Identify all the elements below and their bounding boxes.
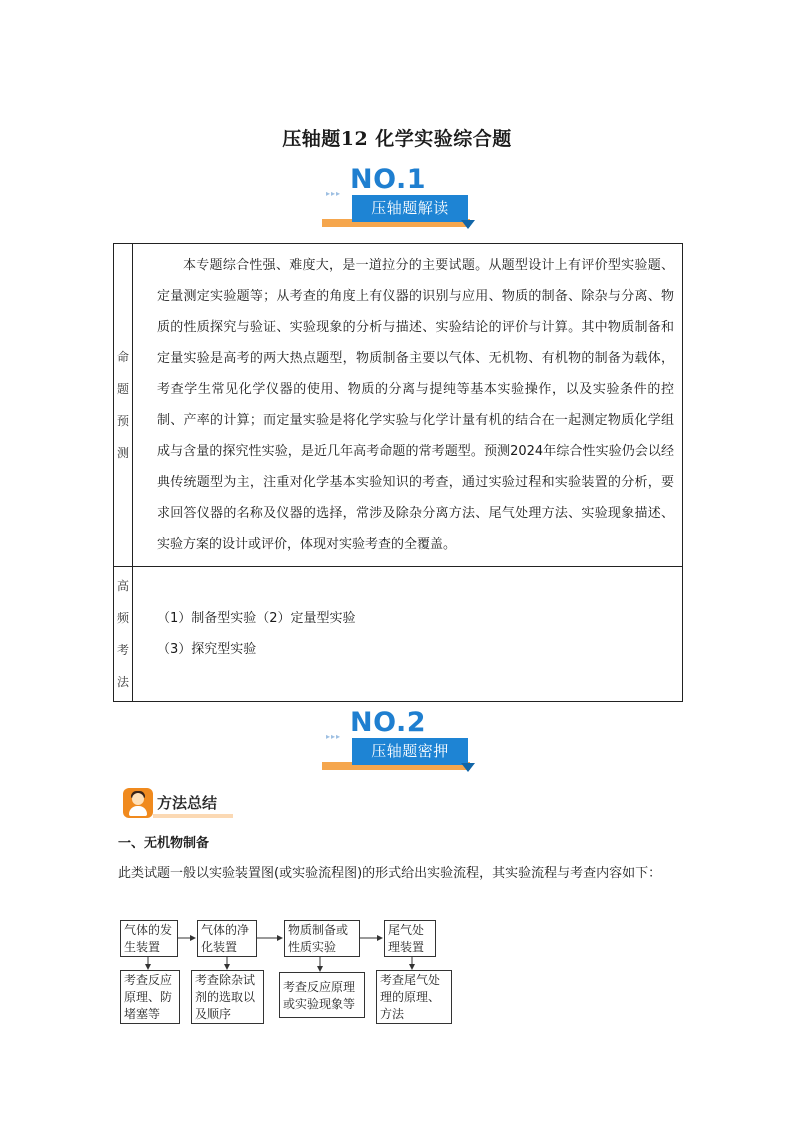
flow-detail-box: 考查反应原理 或实验现象等: [279, 972, 365, 1018]
sub-heading: 一、无机物制备: [118, 836, 210, 851]
section-number: NO.1: [350, 164, 426, 195]
method-underline: [153, 814, 233, 818]
flow-step-box: 气体的净 化装置: [197, 920, 257, 957]
header-char: 题: [116, 382, 129, 396]
section-number: NO.2: [350, 707, 426, 738]
prediction-text: 本专题综合性强、难度大，是一道拉分的主要试题。从题型设计上有评价型实验题、定量测定实验题等；从考查的角度上有仪器的识别与应用、物质的制备、除杂与分离、物质的性质探究与验证、实验现象的分析与描述、实验结论的评价与计算。其中物质制备和定量实验是高考的两大热点题型，物质制备主要以气体、无机物、有机物的制备为载体，考查学生常见化学仪器的使用、物质的分离与提纯等基本实验操作，以及实验条件的控制、产率的计算；而定量实验是将化学实验与化学计量有机的结合在一起测定物质化学组成与含量的探究性实验，是近几年高考命题的常考题型。预测2024年综合性实验仍会以经典传统题型为主，注重对化学基本实验知识的考查，通过实验过程和实验装置的分析，要求回答仪器的名称及仪器的选择，常涉及除杂分离方法、尾气处理方法、实验现象描述、实验方案的设计或评价，体现对实验考查的全覆盖。: [133, 244, 683, 567]
header-char: 命: [116, 350, 129, 364]
table-row: [114, 567, 683, 702]
experiment-flowchart: [118, 918, 458, 1026]
section-label: 压轴题解读: [352, 195, 468, 222]
frequency-line: （1）制备型实验（2）定量型实验: [157, 611, 356, 626]
header-char: 法: [116, 675, 129, 689]
flow-detail-box: 考查反应 原理、防 堵塞等: [120, 970, 180, 1024]
header-char: 测: [116, 446, 129, 460]
analysis-table: [113, 243, 683, 702]
section-banner-2: [320, 708, 474, 774]
flow-step-box: 气体的发 生装置: [120, 920, 178, 957]
banner-fold-icon: [461, 763, 475, 772]
flow-step-box: 物质制备或 性质实验: [284, 920, 360, 957]
flow-detail-box: 考查尾气处 理的原理、 方法: [376, 970, 452, 1024]
flow-step-box: 尾气处 理装置: [384, 920, 436, 957]
arrow-dots-icon: ▸▸▸: [326, 189, 342, 198]
header-char: 考: [116, 643, 129, 657]
prediction-header: [114, 244, 133, 567]
header-char: 预: [116, 414, 129, 428]
header-char: 高: [116, 579, 129, 593]
table-row: [114, 244, 683, 567]
banner-fold-icon: [461, 220, 475, 229]
section-banner-1: [320, 165, 474, 231]
frequency-line: （3）探究型实验: [157, 642, 257, 657]
header-char: 频: [116, 611, 129, 625]
method-label: 方法总结: [157, 794, 218, 812]
page-title: 压轴题12 化学实验综合题: [282, 128, 512, 150]
arrow-dots-icon: ▸▸▸: [326, 732, 342, 741]
intro-paragraph: 此类试题一般以实验装置图(或实验流程图)的形式给出实验流程，其实验流程与考查内容如下：: [118, 866, 662, 881]
section-label: 压轴题密押: [352, 738, 468, 765]
frequency-content: [133, 567, 683, 702]
frequency-header: [114, 567, 133, 702]
flow-detail-box: 考查除杂试 剂的选取以 及顺序: [191, 970, 264, 1024]
teacher-avatar-icon: [123, 788, 153, 818]
